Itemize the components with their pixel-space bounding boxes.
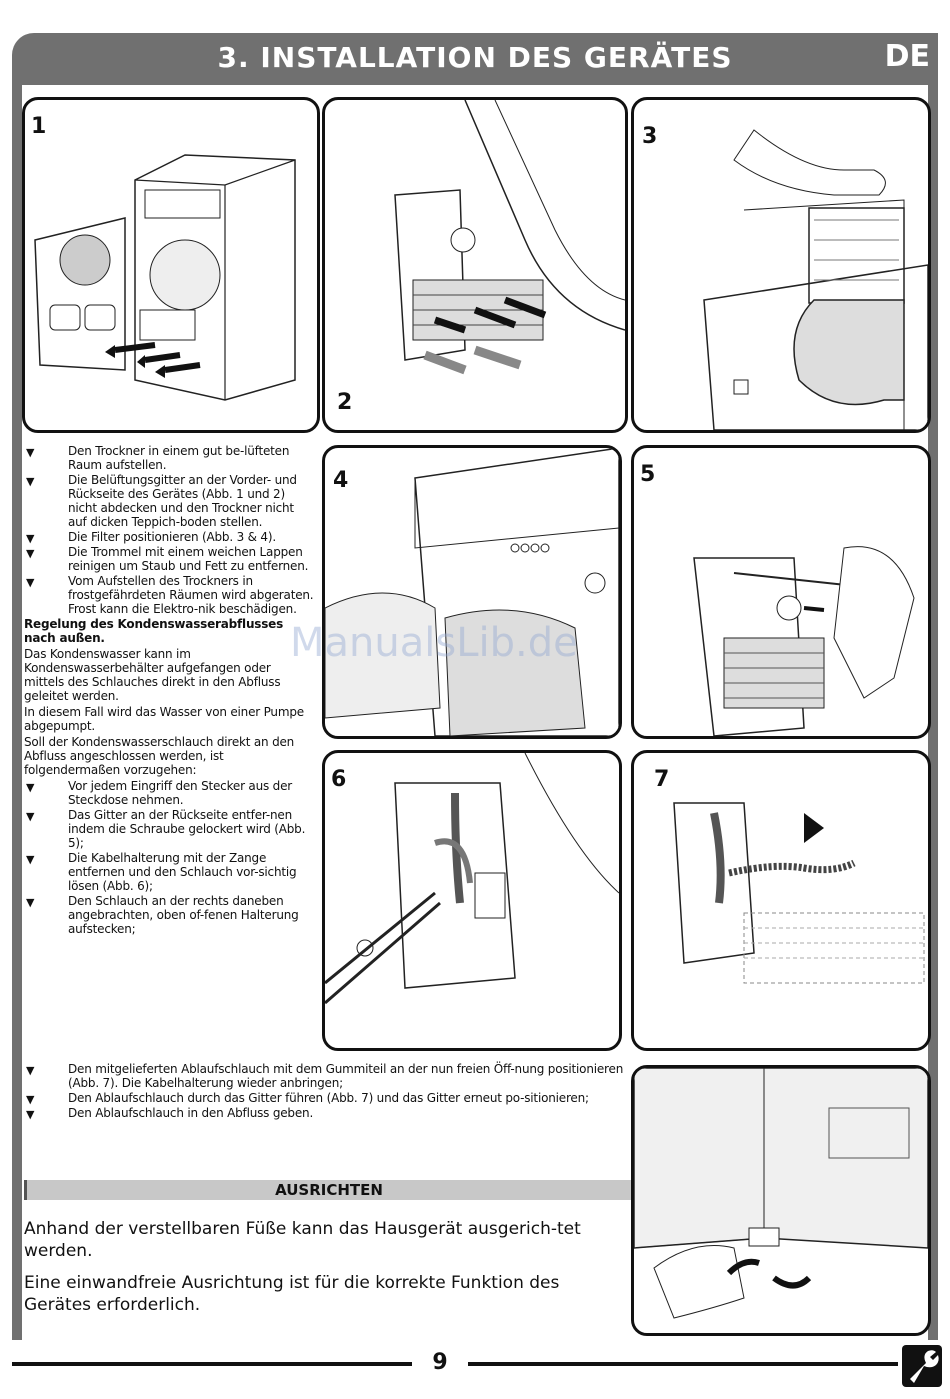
watermark: ManualsLib.de <box>290 620 578 666</box>
figure-4 <box>322 445 622 739</box>
list-item: ▼ Die Belüftungsgitter an der Vorder- und Rückseite des Gerätes (Abb. 1 und 2) nicht abdecken und den Trockner nicht auf dicken Teppich-boden stellen. <box>26 473 297 529</box>
list-item: ▼ Den Schlauch an der rechts daneben angebrachten, oben of-fenen Halterung aufstecken; <box>26 894 299 936</box>
paragraph: Das Kondenswasser kann im Kondenswasserbehälter aufgefangen oder mittels des Schlauches direkt in den Abfluss geleitet werden. <box>24 647 281 703</box>
figure-2 <box>322 97 628 433</box>
section-heading: Regelung des Kondenswasserabflusses nach außen. <box>24 617 284 645</box>
figure-number: 7 <box>654 767 670 792</box>
instructions-wide <box>24 1062 624 1121</box>
list-item: ▼ Den Trockner in einem gut be-lüfteten Raum aufstellen. <box>26 444 290 472</box>
list-item: ▼ Vor jedem Eingriff den Stecker aus der Steckdose nehmen. <box>26 779 292 807</box>
figure-8 <box>631 1065 931 1336</box>
filter-placement-illustration <box>325 448 619 736</box>
pliers-illustration <box>325 753 619 1048</box>
list-item: ▼ Die Filter positionieren (Abb. 3 & 4). <box>26 530 276 545</box>
screw-removal-illustration <box>634 448 928 736</box>
list-item: ▼ Die Trommel mit einem weichen Lappen reinigen um Staub und Fett zu entfernen. <box>26 545 309 573</box>
leveling-foot-illustration <box>634 1068 928 1333</box>
figure-number: 6 <box>331 767 347 792</box>
filter-insert-illustration <box>634 100 928 430</box>
list-item: ▼ Das Gitter an der Rückseite entfer-nen indem die Schraube gelockert wird (Abb. 5); <box>26 808 306 850</box>
dryer-front-illustration <box>25 100 317 430</box>
drain-hose-illustration <box>634 753 928 1048</box>
figure-7 <box>631 750 931 1051</box>
figure-number: 4 <box>333 468 349 493</box>
paragraph: Soll der Kondenswasserschlauch direkt an den Abfluss angeschlossen werden, ist folgendermaßen vorzugehen: <box>24 735 295 777</box>
instructions-column <box>24 444 314 937</box>
page-title: 3. INSTALLATION DES GERÄTES <box>217 41 733 74</box>
wrench-icon <box>902 1345 942 1387</box>
figure-number: 2 <box>337 390 353 415</box>
leveling-text-1: Anhand der verstellbaren Füße kann das Hausgerät ausgerich-tet werden. <box>24 1219 581 1261</box>
figure-1 <box>22 97 320 433</box>
list-item: ▼ Den Ablaufschlauch in den Abfluss geben. <box>26 1106 314 1121</box>
footer-rule-left <box>12 1362 412 1366</box>
back-vent-illustration <box>325 100 625 430</box>
figure-3 <box>631 97 931 433</box>
list-item: ▼ Vom Aufstellen des Trockners in frostgefährdeten Räumen wird abgeraten. Frost kann die Elektro-nik beschädigen. <box>26 574 314 616</box>
language-badge: DE <box>884 39 930 74</box>
leveling-text-2: Eine einwandfreie Ausrichtung ist für die korrekte Funktion des Gerätes erforderlich. <box>24 1273 560 1315</box>
section-header-bar <box>24 1180 631 1200</box>
list-item: ▼ Die Kabelhalterung mit der Zange entfernen und den Schlauch vor-sichtig lösen (Abb. 6); <box>26 851 297 893</box>
figure-6 <box>322 750 622 1051</box>
left-border-bar <box>12 85 22 1340</box>
page-header <box>12 33 938 85</box>
paragraph: In diesem Fall wird das Wasser von einer Pumpe abgepumpt. <box>24 705 304 733</box>
list-item: ▼ Den mitgelieferten Ablaufschlauch mit dem Gummiteil an der nun freien Öff-nung positionieren (Abb. 7). Die Kabelhalterung wieder anbringen; <box>26 1062 624 1090</box>
figure-number: 5 <box>640 462 656 487</box>
page-number: 9 <box>432 1350 448 1375</box>
footer-rule-right <box>468 1362 898 1366</box>
list-item: ▼ Den Ablaufschlauch durch das Gitter führen (Abb. 7) und das Gitter erneut po-sitionieren; <box>26 1091 589 1106</box>
section-title: AUSRICHTEN <box>275 1181 383 1199</box>
figure-5 <box>631 445 931 739</box>
figure-number: 1 <box>31 114 47 139</box>
figure-number: 3 <box>642 124 658 149</box>
